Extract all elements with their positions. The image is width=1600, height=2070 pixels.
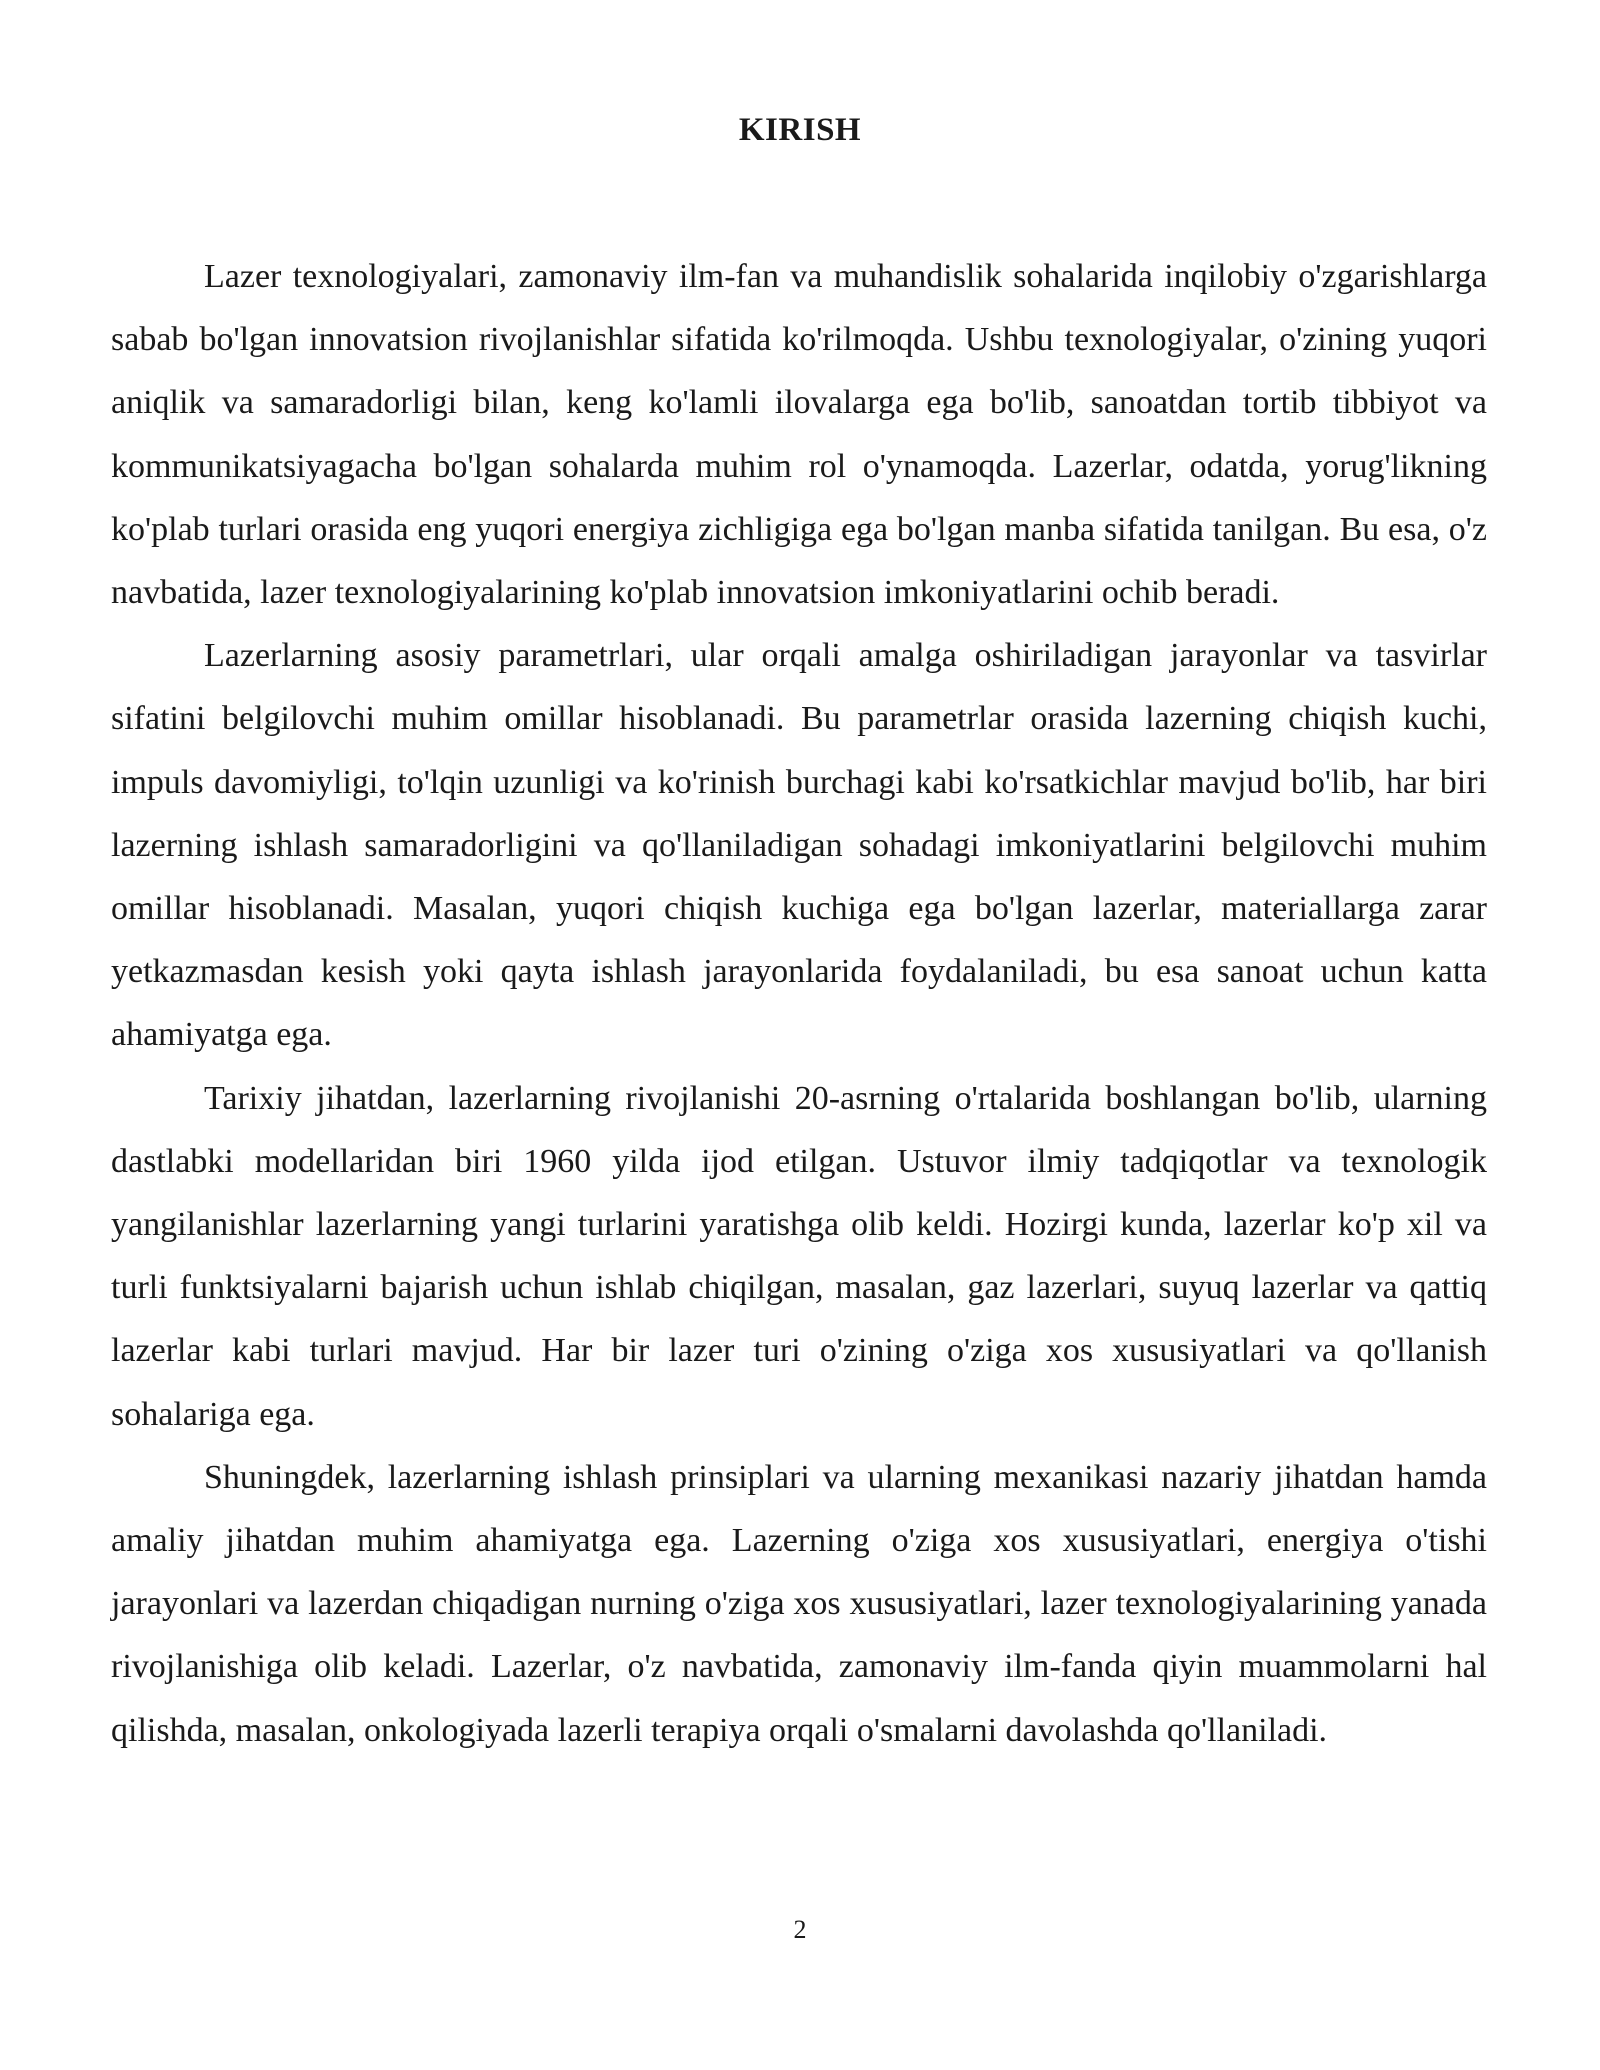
body-text xyxy=(111,245,1487,1762)
section-title: KIRISH xyxy=(738,112,862,148)
paragraph-4: Shuningdek, lazerlarning ishlash prinsiplari va ularning mexanikasi nazariy jihatdan hamda amaliy jihatdan muhim ahamiyatga ega. Lazerning o'ziga xos xususiyatlari, energiya o'tishi jarayonlari va lazerdan chiqadigan nurning o'ziga xos xususiyatlari, lazer texnologiyalarining yanada rivojlanishiga olib keladi. Lazerlar, o'z navbatida, zamonaviy ilm-fanda qiyin muammolarni hal qilishda, masalan, onkologiyada lazerli terapiya orqali o'smalarni davolashda qo'llaniladi. xyxy=(111,1458,1487,1749)
paragraph-1: Lazer texnologiyalari, zamonaviy ilm-fan va muhandislik sohalarida inqilobiy o'zgarishlarga sabab bo'lgan innovatsion rivojlanishlar sifatida ko'rilmoqda. Ushbu texnologiyalar, o'zining yuqori aniqlik va samaradorligi bilan, keng ko'lamli ilovalarga ega bo'lib, sanoatdan tortib tibbiyot va kommunikatsiyagacha bo'lgan sohalarda muhim rol o'ynamoqda. Lazerlar, odatda, yorug'likning ko'plab turlari orasida eng yuqori energiya zichligiga ega bo'lgan manba sifatida tanilgan. Bu esa, o'z navbatida, lazer texnologiyalarining ko'plab innovatsion imkoniyatlarini ochib beradi. xyxy=(111,258,1487,612)
page-number: 2 xyxy=(793,1915,807,1944)
paragraph-3: Tarixiy jihatdan, lazerlarning rivojlanishi 20-asrning o'rtalarida boshlangan bo'lib, ularning dastlabki modellaridan biri 1960 yilda ijod etilgan. Ustuvor ilmiy tadqiqotlar va texnologik yangilanishlar lazerlarning yangi turlarini yaratishga olib keldi. Hozirgi kunda, lazerlar ko'p xil va turli funktsiyalarni bajarish uchun ishlab chiqilgan, masalan, gaz lazerlari, suyuq lazerlar va qattiq lazerlar kabi turlari mavjud. Har bir lazer turi o'zining o'ziga xos xususiyatlari va qo'llanish sohalariga ega. xyxy=(111,1079,1487,1433)
paragraph-2: Lazerlarning asosiy parametrlari, ular orqali amalga oshiriladigan jarayonlar va tasvirlar sifatini belgilovchi muhim omillar hisoblanadi. Bu parametrlar orasida lazerning chiqish kuchi, impuls davomiyligi, to'lqin uzunligi va ko'rinish burchagi kabi ko'rsatkichlar mavjud bo'lib, har biri lazerning ishlash samaradorligini va qo'llaniladigan sohadagi imkoniyatlarini belgilovchi muhim omillar hisoblanadi. Masalan, yuqori chiqish kuchiga ega bo'lgan lazerlar, materiallarga zarar yetkazmasdan kesish yoki qayta ishlash jarayonlarida foydalaniladi, bu esa sanoat uchun katta ahamiyatga ega. xyxy=(111,637,1487,1054)
